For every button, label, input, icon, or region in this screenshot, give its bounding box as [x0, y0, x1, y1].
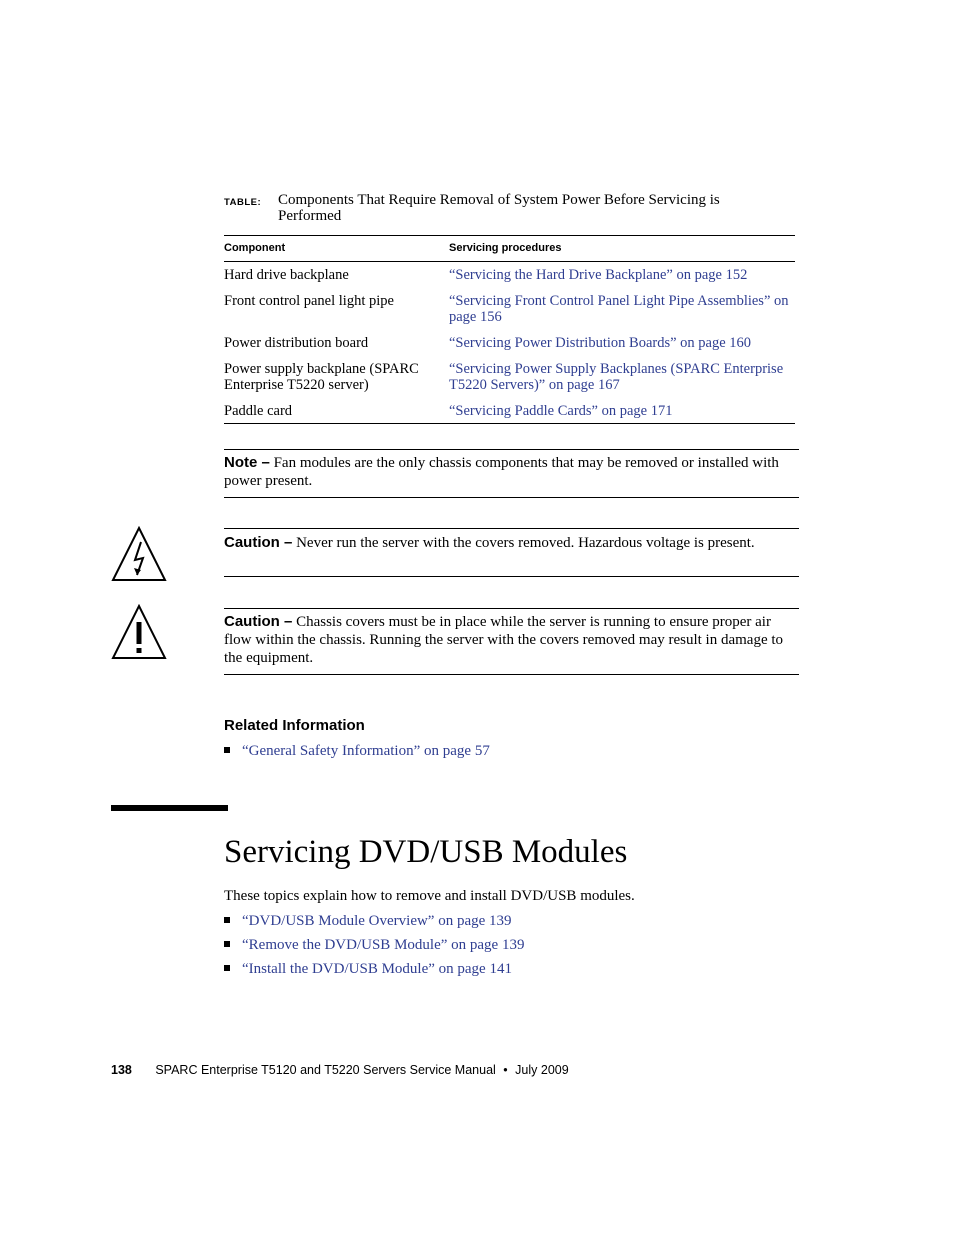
list-item — [224, 912, 512, 930]
footer-separator: • — [503, 1063, 508, 1077]
list-item — [224, 936, 524, 954]
section-bar — [111, 805, 228, 811]
procedure-link[interactable]: “Servicing Front Control Panel Light Pipe Assemblies” on page 156 — [449, 293, 789, 325]
section-intro: These topics explain how to remove and install DVD/USB modules. — [224, 888, 635, 904]
page-footer — [111, 1063, 569, 1077]
caution1-text: Never run the server with the covers removed. Hazardous voltage is present. — [296, 535, 755, 551]
cell-component: Front control panel light pipe — [224, 293, 394, 309]
header-component: Component — [224, 242, 286, 254]
topic-link[interactable]: “Install the DVD/USB Module” on page 141 — [242, 961, 512, 977]
table-row — [224, 361, 795, 403]
bullet-square-icon — [224, 941, 230, 947]
cell-component: Paddle card — [224, 403, 293, 419]
cell-component: Hard drive backplane — [224, 267, 349, 283]
footer-title: SPARC Enterprise T5120 and T5220 Servers Service Manual — [155, 1063, 496, 1077]
list-item — [224, 742, 490, 760]
procedure-link[interactable]: “Servicing Power Distribution Boards” on page 160 — [449, 335, 752, 351]
caution2-top-rule — [224, 608, 799, 609]
note-bottom-rule — [224, 497, 799, 498]
note-top-rule — [224, 449, 799, 450]
bullet-square-icon — [224, 747, 230, 753]
table-caption-text: Components That Require Removal of System Power Before Servicing is Performed — [278, 192, 720, 224]
table-caption-label: TABLE: — [224, 197, 262, 208]
caution2-text: Chassis covers must be in place while the server is running to ensure proper air flow within the chassis. Running the server with the covers removed may result in damage to the equipment. — [224, 614, 784, 666]
list-item — [224, 960, 512, 978]
page-number: 138 — [111, 1063, 132, 1077]
procedure-link[interactable]: “Servicing Paddle Cards” on page 171 — [449, 403, 673, 419]
procedure-link[interactable]: “Servicing the Hard Drive Backplane” on page 152 — [449, 267, 748, 283]
cell-component: Power distribution board — [224, 335, 369, 351]
topic-link[interactable]: “DVD/USB Module Overview” on page 139 — [242, 913, 512, 929]
components-table — [224, 235, 795, 424]
procedure-link[interactable]: “Servicing Power Supply Backplanes (SPARC Enterprise T5220 Servers)” on page 167 — [449, 361, 784, 393]
table-row — [224, 293, 795, 335]
related-info-heading: Related Information — [224, 717, 365, 734]
table-header — [224, 236, 795, 262]
caution2-label: Caution – — [224, 613, 293, 630]
note-text: Fan modules are the only chassis components that may be removed or installed with power present. — [224, 455, 779, 489]
cell-component: Power supply backplane (SPARC Enterprise T5220 server) — [224, 361, 419, 393]
caution2-bottom-rule — [224, 674, 799, 675]
note-label: Note – — [224, 454, 270, 471]
header-procedures: Servicing procedures — [449, 242, 562, 254]
table-row — [224, 267, 795, 293]
caution1-label: Caution – — [224, 534, 293, 551]
caution2-block — [224, 613, 799, 667]
related-link[interactable]: “General Safety Information” on page 57 — [242, 743, 490, 759]
topic-link[interactable]: “Remove the DVD/USB Module” on page 139 — [242, 937, 525, 953]
caution1-bottom-rule — [224, 576, 799, 577]
section-title: Servicing DVD/USB Modules — [224, 834, 628, 870]
caution1-top-rule — [224, 528, 799, 529]
note-block — [224, 454, 799, 490]
warning-exclamation-icon — [111, 604, 167, 660]
bullet-square-icon — [224, 917, 230, 923]
bullet-square-icon — [224, 965, 230, 971]
footer-date: July 2009 — [515, 1063, 569, 1077]
electrical-hazard-icon — [111, 526, 167, 582]
caution1-block — [224, 534, 799, 552]
table-row — [224, 403, 795, 423]
table-row — [224, 335, 795, 361]
